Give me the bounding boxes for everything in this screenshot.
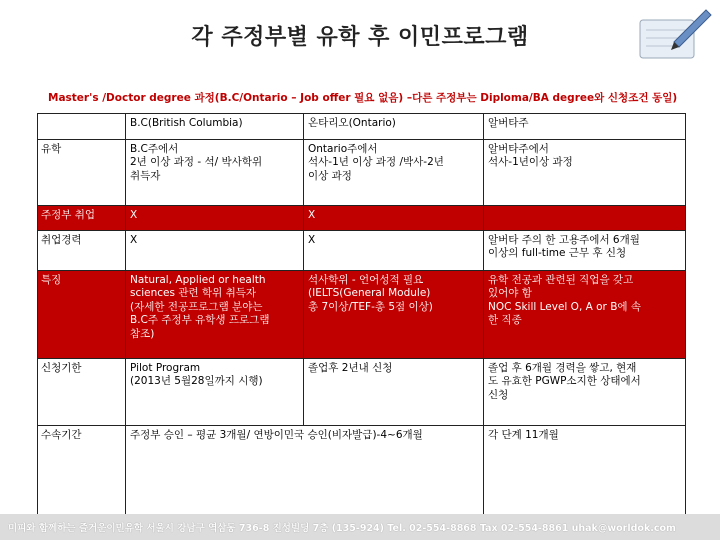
row-label: 특징: [38, 271, 126, 359]
row-label: 주정부 취업: [38, 206, 126, 231]
table-cell: [126, 231, 304, 271]
table-row: [38, 231, 686, 271]
cell-text-line: 도 유효한 PGWP소지한 상태에서: [488, 375, 641, 388]
table-cell: [304, 140, 484, 206]
cell-text-line: 졸업후 2년내 신청: [308, 362, 393, 374]
cell-text-line: sciences 관련 학위 취득자: [130, 287, 256, 300]
cell-text-line: X: [308, 234, 316, 246]
cell-text-line: 신청: [488, 388, 509, 401]
cell-text-line: X: [308, 209, 316, 221]
table-header-row: [38, 114, 686, 140]
table-cell: [126, 206, 304, 231]
table-cell: [484, 271, 686, 359]
table-cell-merged: 주정부 승인 – 평균 3개월/ 연방이민국 승인(비자발급)-4~6개월: [126, 426, 484, 518]
cell-text-line: Ontario주에서: [308, 143, 378, 155]
cell-text-line: B.C주에서: [130, 143, 179, 155]
header-cell: [38, 114, 126, 140]
table-cell: [484, 206, 686, 231]
cell-text-line: 총 7이상/TEF-총 5점 이상): [308, 300, 433, 313]
table-cell: [304, 359, 484, 426]
program-table: [37, 113, 686, 518]
table-cell: [126, 359, 304, 426]
cell-text-line: 알버타 주의 한 고용주에서 6개월: [488, 234, 640, 246]
cell-text-line: 졸업 후 6개월 경력을 쌓고, 현재: [488, 362, 637, 374]
cell-text-line: B.C주 주정부 유학생 프로그램: [130, 314, 270, 327]
cell-text-line: (IELTS(General Module): [308, 287, 431, 300]
cell-text-line: 있어야 함: [488, 287, 532, 300]
footer-bar: [0, 514, 720, 540]
cell-text-line: X: [130, 234, 138, 246]
table-row: [38, 359, 686, 426]
row-label: 취업경력: [38, 231, 126, 271]
header-cell: 온타리오(Ontario): [304, 114, 484, 140]
row-label: 유학: [38, 140, 126, 206]
header-cell: B.C(British Columbia): [126, 114, 304, 140]
footer-text: 미피와 함께하는 즐거운이민유학 서울시 강남구 역삼동 736-8 진성빌딩 7층 (135-924) Tel. 02-554-8868 Tax 02-554-8861 uhak@worldok.com: [8, 523, 676, 534]
table-cell: [484, 140, 686, 206]
table-cell: [484, 359, 686, 426]
subtitle: Master's /Doctor degree 과정(B.C/Ontario – Job offer 필요 없음) –다른 주정부는 Diploma/BA degree와 신청조건 동일): [48, 92, 678, 104]
table-cell: [304, 231, 484, 271]
cell-text-line: 석사-1년 이상 과정 /박사-2년: [308, 156, 444, 169]
cell-text-line: 석사학위 - 언어성적 필요: [308, 274, 424, 286]
table-cell: [126, 271, 304, 359]
cell-text-line: (자세한 전공프로그램 분야는: [130, 300, 263, 313]
cell-text-line: 취득자: [130, 169, 161, 182]
table-cell: [304, 206, 484, 231]
header-cell: 알버타주: [484, 114, 686, 140]
pen-icon: [634, 2, 714, 62]
cell-text-line: NOC Skill Level O, A or B에 속: [488, 300, 642, 313]
table-row: [38, 271, 686, 359]
cell-text-line: 2년 이상 과정 - 석/ 박사학위: [130, 156, 263, 169]
table-row: [38, 206, 686, 231]
cell-text-line: 알버타주에서: [488, 143, 549, 155]
cell-text-line: 석사-1년이상 과정: [488, 156, 573, 169]
cell-text-line: Natural, Applied or health: [130, 274, 266, 286]
table-row: [38, 140, 686, 206]
cell-text-line: Pilot Program: [130, 362, 201, 374]
cell-text-line: 유학 전공과 관련된 직업을 갖고: [488, 274, 634, 286]
row-label: 신청기한: [38, 359, 126, 426]
row-label: 수속기간: [38, 426, 126, 518]
cell-text-line: 이상의 full-time 근무 후 신청: [488, 247, 627, 260]
cell-text-line: 참조): [130, 327, 155, 340]
table-row: [38, 426, 686, 518]
table-cell: [484, 231, 686, 271]
cell-text-line: 이상 과정: [308, 169, 352, 182]
cell-text-line: (2013년 5월28일까지 시행): [130, 375, 263, 388]
table-cell: [304, 271, 484, 359]
cell-text-line: X: [130, 209, 138, 221]
table-cell: [126, 140, 304, 206]
page-title: 각 주정부별 유학 후 이민프로그램: [191, 25, 529, 50]
table-cell: 각 단계 11개월: [484, 426, 686, 518]
cell-text-line: 한 직종: [488, 314, 522, 327]
